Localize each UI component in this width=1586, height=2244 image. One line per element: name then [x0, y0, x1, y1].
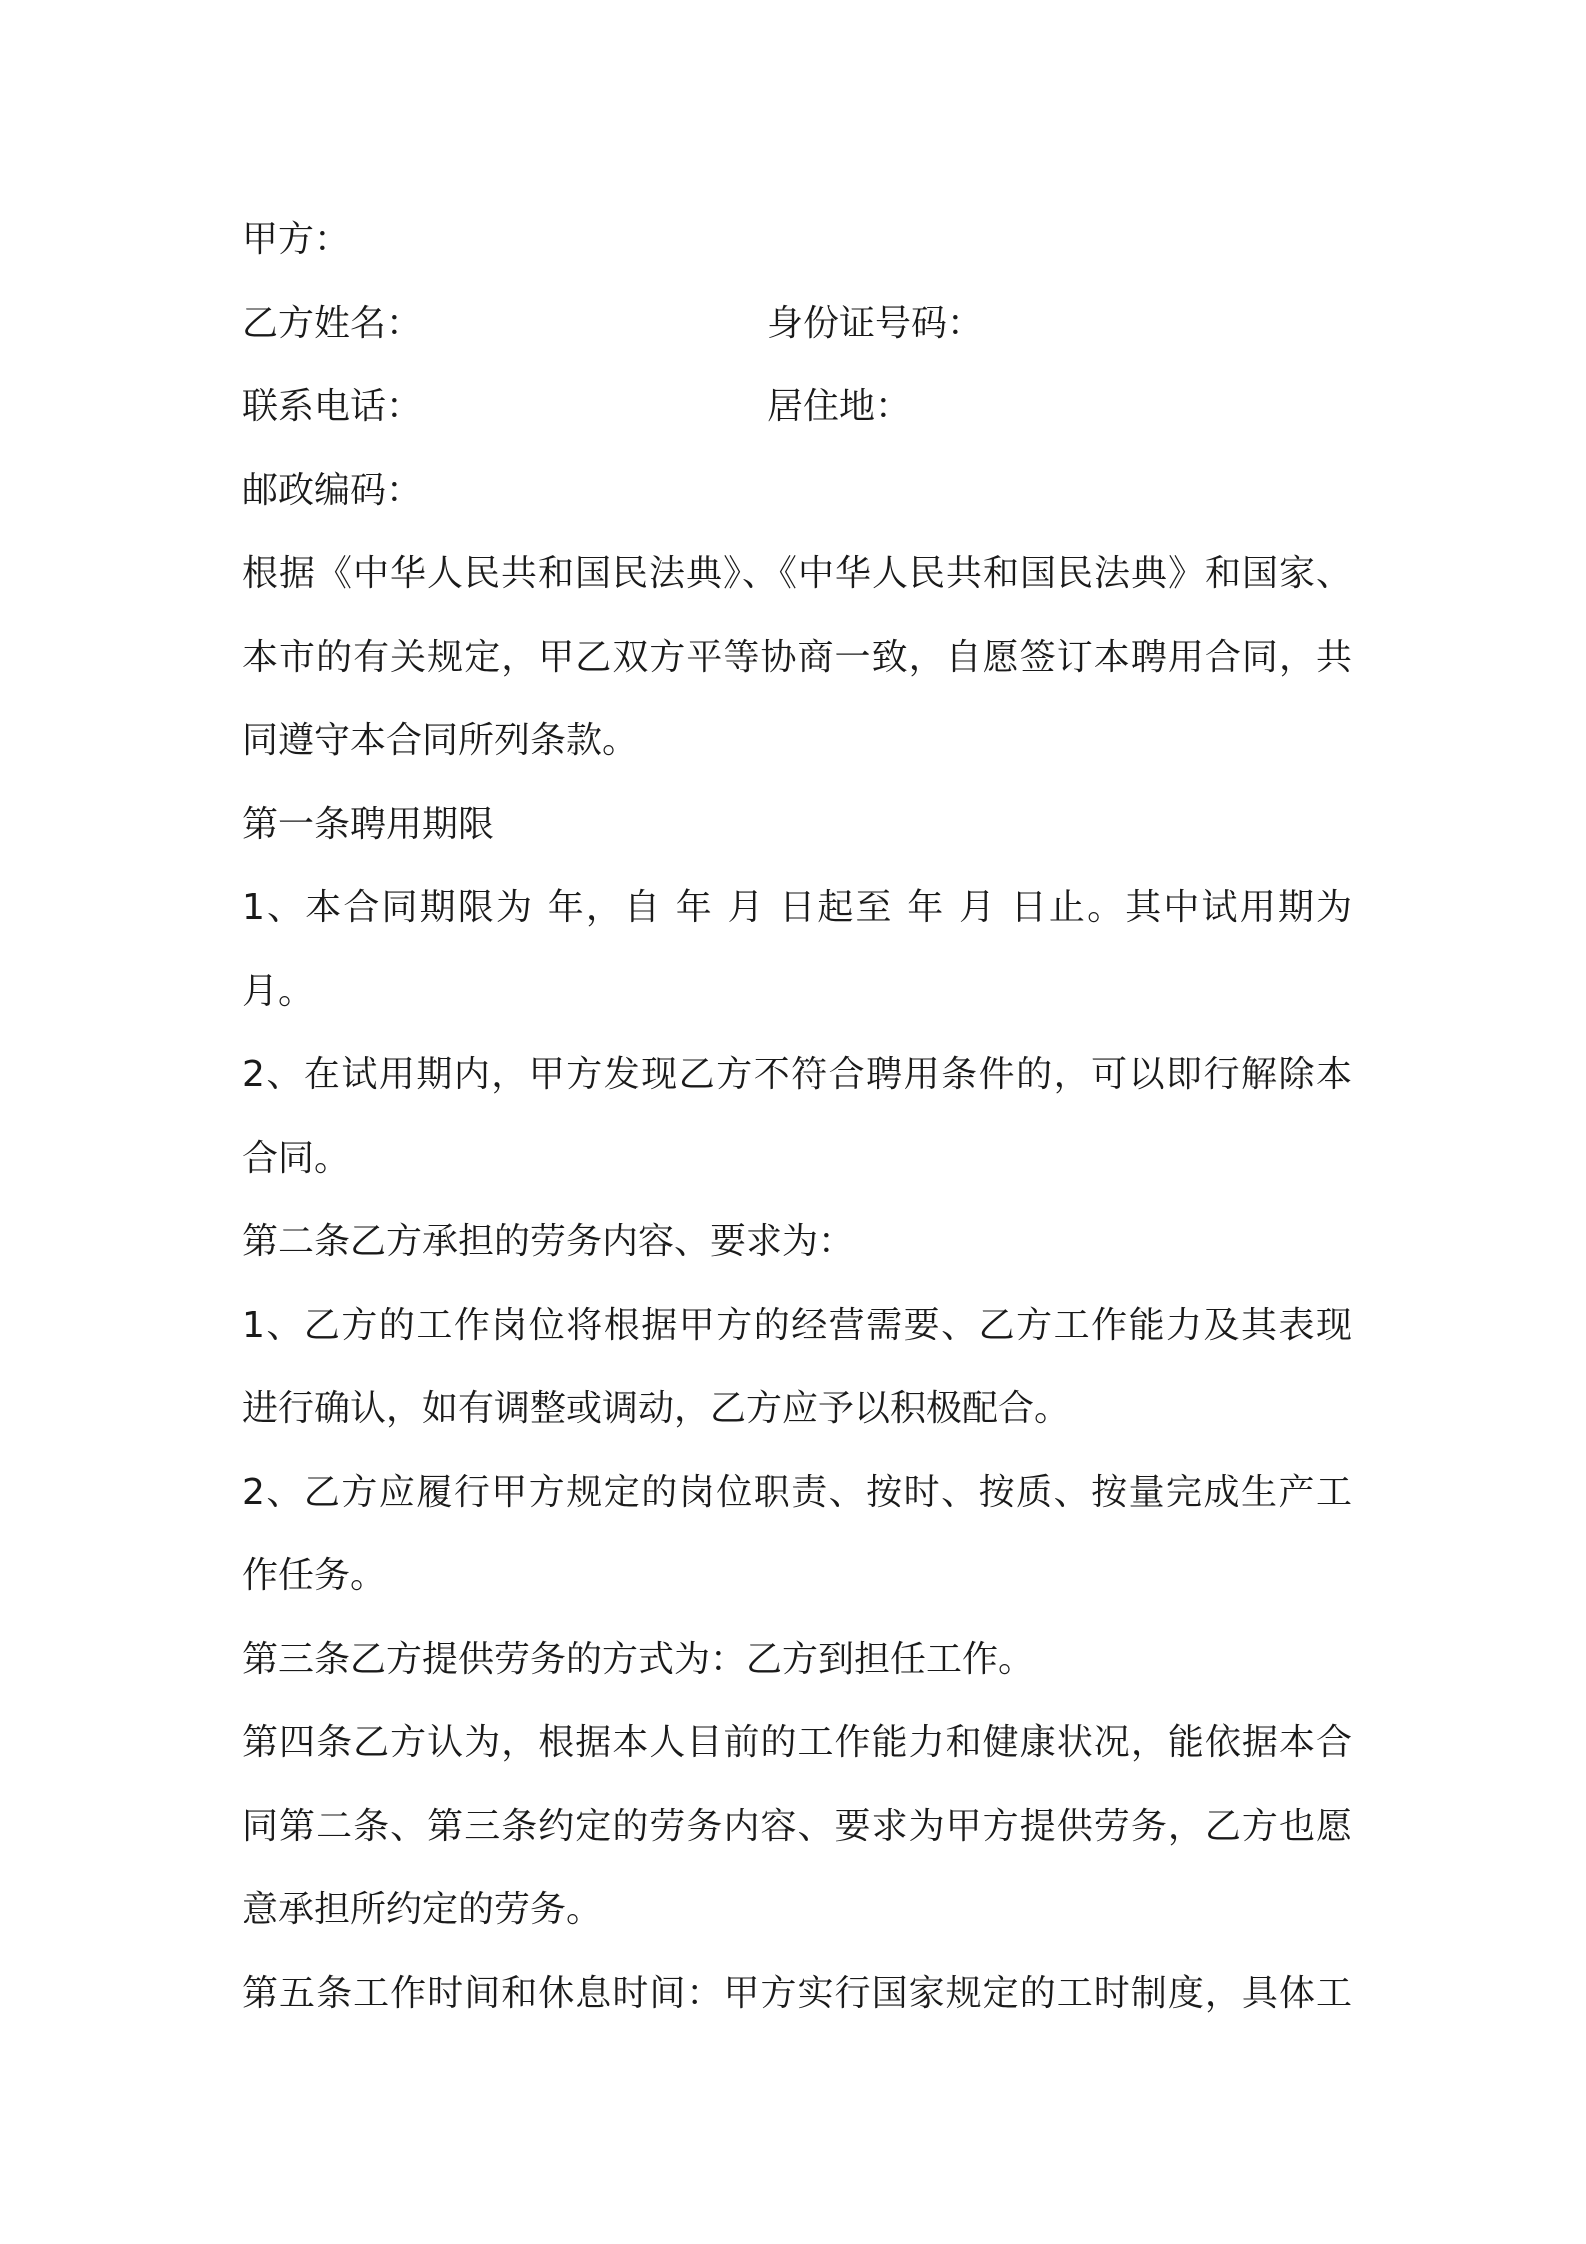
phone-field: 联系电话： [242, 386, 423, 427]
article-2-clause-1-cont: 进行确认，如有调整或调动，乙方应予以积极配合。 [242, 1388, 1071, 1429]
article-1-clause-2-cont: 合同。 [242, 1137, 351, 1179]
article-4-line-3: 意承担所约定的劳务。 [242, 1889, 603, 1930]
id-number-field: 身份证号码： [767, 302, 984, 344]
article-1-clause-1: 1、本合同期限为 年，自 年 月 日起至 年 月 日止。其中试用期为 [242, 887, 1352, 928]
article-5-line-1: 第五条工作时间和休息时间：甲方实行国家规定的工时制度，具体工 [242, 1972, 1352, 2014]
party-b-name-field: 乙方姓名： [242, 302, 423, 344]
article-1-heading: 第一条聘用期限 [242, 803, 495, 845]
article-4-line-2: 同第二条、第三条约定的劳务内容、要求为甲方提供劳务，乙方也愿 [242, 1805, 1352, 1847]
residence-field: 居住地： [767, 386, 912, 427]
article-2-clause-2-cont: 作任务。 [242, 1555, 387, 1596]
article-2-clause-2: 2、乙方应履行甲方规定的岗位职责、按时、按质、按量完成生产工 [242, 1471, 1352, 1513]
body-line-3: 同遵守本合同所列条款。 [242, 720, 639, 761]
postal-code-field: 邮政编码： [242, 469, 423, 511]
party-a-field: 甲方： [242, 219, 351, 260]
contact-row [242, 365, 1352, 449]
article-2-heading: 第二条乙方承担的劳务内容、要求为： [242, 1221, 855, 1262]
article-3: 第三条乙方提供劳务的方式为：乙方到担任工作。 [242, 1638, 1035, 1680]
article-2-clause-1: 1、乙方的工作岗位将根据甲方的经营需要、乙方工作能力及其表现 [242, 1304, 1352, 1346]
article-1-clause-2: 2、在试用期内，甲方发现乙方不符合聘用条件的，可以即行解除本 [242, 1054, 1352, 1095]
article-4-line-1: 第四条乙方认为，根据本人目前的工作能力和健康状况，能依据本合 [242, 1722, 1352, 1763]
contract-page [242, 198, 1352, 2035]
body-line-2: 本市的有关规定，甲乙双方平等协商一致，自愿签订本聘用合同，共 [242, 636, 1352, 678]
article-1-clause-1-cont: 月。 [242, 970, 315, 1012]
body-line-1: 根据《中华人民共和国民法典》、《中华人民共和国民法典》和国家、 [242, 553, 1352, 594]
party-b-row [242, 282, 1352, 366]
